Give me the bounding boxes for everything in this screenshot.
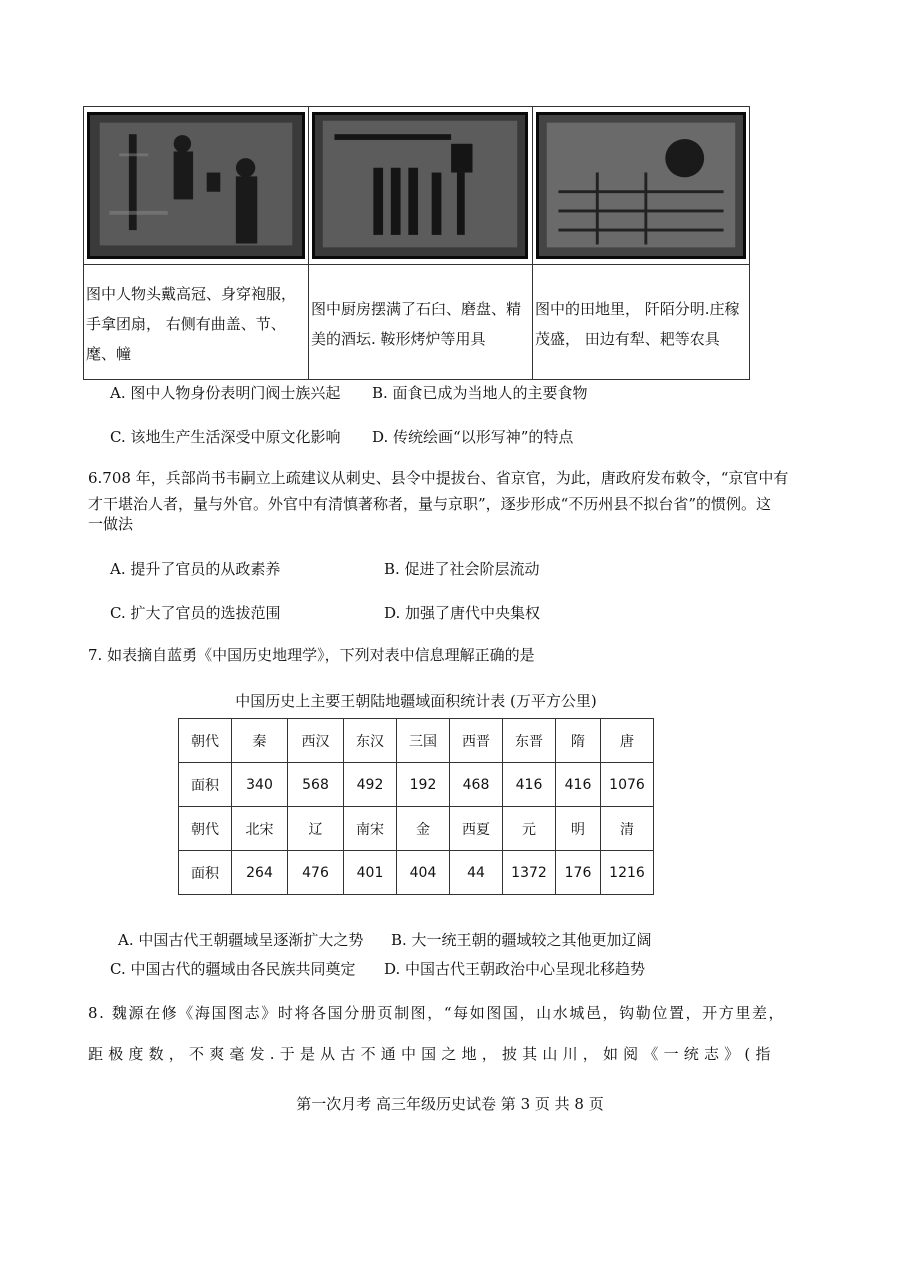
q7-option-b[interactable]: B. 大一统王朝的疆域较之其他更加辽阔 [391, 931, 652, 949]
caption-line: 美的酒坛. 鞍形烤炉等用具 [311, 330, 486, 348]
table-row [179, 807, 654, 851]
q7-option-a[interactable]: A. 中国古代王朝疆域呈逐渐扩大之势 [118, 931, 364, 949]
table-cell: 340 [232, 763, 288, 807]
q7-option-c[interactable]: C. 中国古代的疆域由各民族共同奠定 [110, 960, 356, 978]
caption-line: 麾、幢 [86, 345, 132, 363]
q7-stem: 7. 如表摘自蓝勇《中国历史地理学》，下列对表中信息理解正确的是 [88, 646, 535, 664]
table-cell: 唐 [601, 719, 654, 763]
table-cell: 辽 [288, 807, 344, 851]
table-cell: 面积 [179, 851, 232, 895]
q6-option-b[interactable]: B. 促进了社会阶层流动 [384, 560, 540, 578]
table-cell: 朝代 [179, 719, 232, 763]
table-cell: 476 [288, 851, 344, 895]
table-cell: 1076 [601, 763, 654, 807]
table-cell: 468 [450, 763, 503, 807]
table-cell: 南宋 [344, 807, 397, 851]
q8-stem-line: 距极度数，不爽毫发.于是从古不通中国之地，披其山川，如阅《一统志》(指 [88, 1045, 776, 1063]
table-cell: 1372 [503, 851, 556, 895]
table-cell: 隋 [556, 719, 601, 763]
q6-option-c[interactable]: C. 扩大了官员的选拔范围 [110, 604, 281, 622]
table-divider [308, 107, 309, 379]
table-cell: 北宋 [232, 807, 288, 851]
table-divider [532, 107, 533, 379]
table-cell: 金 [397, 807, 450, 851]
q7-option-d[interactable]: D. 中国古代王朝政治中心呈现北移趋势 [384, 960, 646, 978]
q6-option-a[interactable]: A. 提升了官员的从政素养 [110, 560, 281, 578]
table-title: 中国历史上主要王朝陆地疆域面积统计表 (万平方公里) [235, 692, 597, 710]
table-cell: 面积 [179, 763, 232, 807]
caption-line: 图中人物头戴高冠、身穿袍服， [86, 285, 297, 303]
mural-image-field [536, 112, 746, 259]
table-cell: 192 [397, 763, 450, 807]
table-cell: 401 [344, 851, 397, 895]
table-cell: 西晋 [450, 719, 503, 763]
q6-option-d[interactable]: D. 加强了唐代中央集权 [384, 604, 541, 622]
q6-stem-line: 才干堪治人者，量与外官。外官中有清慎著称者，量与京职”，逐步形成“不历州县不拟台省”的惯例。这 [88, 495, 772, 513]
table-cell: 44 [450, 851, 503, 895]
table-cell: 568 [288, 763, 344, 807]
table-cell: 404 [397, 851, 450, 895]
mural-image-figures [87, 112, 305, 259]
mural-image-table [83, 106, 750, 380]
caption-line: 茂盛， 田边有犁、耙等农具 [535, 330, 720, 348]
caption-kitchen [311, 294, 531, 354]
table-cell: 264 [232, 851, 288, 895]
table-divider [84, 264, 749, 265]
q6-stem-line: 6.708 年，兵部尚书韦嗣立上疏建议从刺史、县令中提拔台、省京官，为此，唐政府发布敕令，“京官中有 [88, 469, 789, 487]
table-row [179, 851, 654, 895]
table-cell: 1216 [601, 851, 654, 895]
table-cell: 西汉 [288, 719, 344, 763]
dynasty-area-table [178, 718, 654, 895]
table-cell: 176 [556, 851, 601, 895]
caption-line: 图中的田地里， 阡陌分明.庄稼 [535, 300, 740, 318]
caption-line: 手拿团扇， 右侧有曲盖、节、 [86, 315, 286, 333]
page-footer: 第一次月考 高三年级历史试卷 第 3 页 共 8 页 [296, 1095, 604, 1113]
q5-option-d[interactable]: D. 传统绘画“以形写神”的特点 [372, 428, 574, 446]
table-cell: 416 [556, 763, 601, 807]
q5-option-a[interactable]: A. 图中人物身份表明门阀士族兴起 [110, 384, 341, 402]
q5-option-b[interactable]: B. 面食已成为当地人的主要食物 [372, 384, 588, 402]
table-cell: 清 [601, 807, 654, 851]
table-cell: 三国 [397, 719, 450, 763]
table-cell: 西夏 [450, 807, 503, 851]
q8-stem-line: 8. 魏源在修《海国图志》时将各国分册页制图，“每如图国，山水城邑，钩勒位置，开方里差， [88, 1004, 786, 1022]
table-row [179, 719, 654, 763]
caption-figures [86, 279, 306, 369]
table-cell: 明 [556, 807, 601, 851]
caption-line: 图中厨房摆满了石臼、磨盘、精 [311, 300, 522, 318]
table-cell: 秦 [232, 719, 288, 763]
table-cell: 东晋 [503, 719, 556, 763]
caption-field [535, 294, 750, 354]
q5-option-c[interactable]: C. 该地生产生活深受中原文化影响 [110, 428, 341, 446]
table-cell: 492 [344, 763, 397, 807]
mural-image-kitchen [312, 112, 528, 259]
q6-stem-line: 一做法 [88, 515, 134, 533]
table-row [179, 763, 654, 807]
table-cell: 东汉 [344, 719, 397, 763]
table-cell: 元 [503, 807, 556, 851]
table-cell: 416 [503, 763, 556, 807]
table-cell: 朝代 [179, 807, 232, 851]
